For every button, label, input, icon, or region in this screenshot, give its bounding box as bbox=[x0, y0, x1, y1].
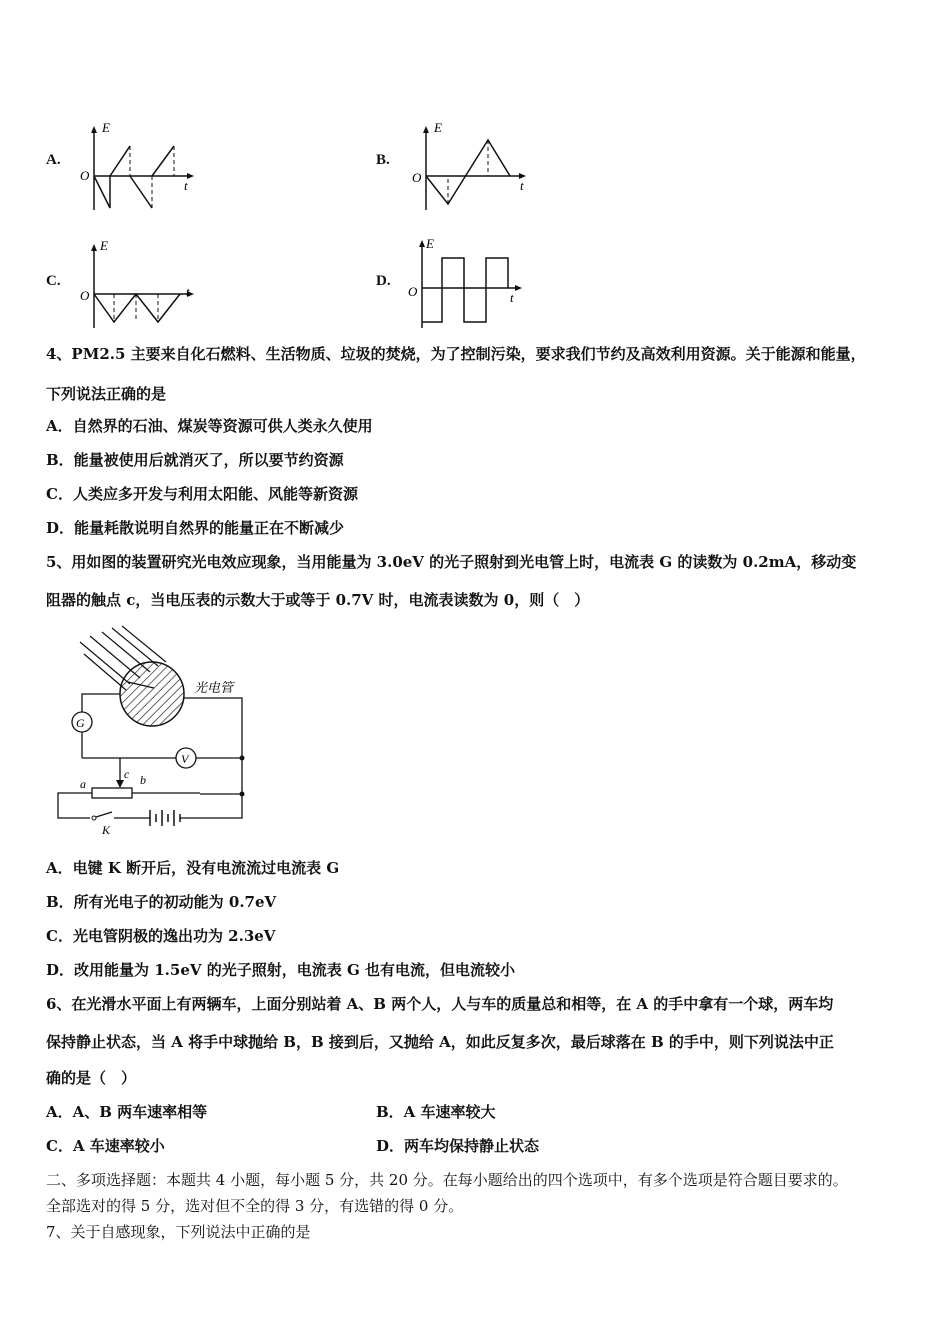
q6-stem-line3: 确的是（ ） bbox=[46, 1069, 137, 1087]
graph-b bbox=[412, 120, 533, 215]
q6-option-c: C．A 车速率较小 bbox=[46, 1137, 165, 1155]
svg-text:c: c bbox=[124, 767, 130, 781]
q6-stem-line2: 保持静止状态，当 A 将手中球抛给 B，B 接到后，又抛给 A，如此反复多次，最后球落在 B 的手中，则下列说法中正 bbox=[46, 1033, 834, 1051]
battery bbox=[150, 810, 180, 826]
svg-text:E: E bbox=[434, 120, 442, 135]
svg-text:K: K bbox=[102, 823, 111, 837]
svg-text:b: b bbox=[140, 773, 146, 787]
t-axis-arrow bbox=[187, 173, 194, 179]
section2-heading-line1: 二、多项选择题：本题共 4 小题，每小题 5 分，共 20 分。在每小题给出的四个选项中，有多个选项是符合题目要求的。 bbox=[46, 1171, 848, 1189]
q5-option-b: B．所有光电子的初动能为 0.7eV bbox=[46, 893, 277, 911]
axis-e-text: E bbox=[102, 120, 110, 135]
photo-tube bbox=[120, 662, 184, 726]
graph-c bbox=[80, 238, 201, 333]
axis-t-text: t bbox=[184, 178, 188, 193]
e-axis-arrow bbox=[91, 126, 97, 133]
graph-c-label: C. bbox=[46, 273, 61, 289]
svg-text:t: t bbox=[520, 178, 524, 193]
q4-stem-line1: 4、PM2.5 主要来自化石燃料、生活物质、垃圾的焚烧，为了控制污染，要求我们节约及高效利用资源。关于能源和能量， bbox=[46, 345, 866, 363]
svg-text:O: O bbox=[412, 170, 422, 185]
photoelectric-circuit-figure bbox=[50, 622, 260, 837]
graph-a-label: A. bbox=[46, 152, 61, 168]
graph-b-label: B. bbox=[376, 152, 390, 168]
section2-heading-line2: 全部选对的得 5 分，选对但不全的得 3 分，有选错的得 0 分。 bbox=[46, 1197, 464, 1215]
q6-option-b: B．A 车速率较大 bbox=[376, 1103, 496, 1121]
rheostat bbox=[92, 788, 132, 798]
q5-option-c: C．光电管阴极的逸出功为 2.3eV bbox=[46, 927, 276, 945]
q5-stem-line1: 5、用如图的装置研究光电效应现象，当用能量为 3.0eV 的光子照射到光电管上时，电流表 G 的读数为 0.2mA，移动变 bbox=[46, 553, 857, 571]
q4-option-c: C．人类应多开发与利用太阳能、风能等新资源 bbox=[46, 485, 358, 503]
q6-option-a: A．A、B 两车速率相等 bbox=[46, 1103, 208, 1121]
q4-option-d: D．能量耗散说明自然界的能量正在不断减少 bbox=[46, 519, 345, 537]
graph-d-label: D. bbox=[376, 273, 391, 289]
svg-text:a: a bbox=[80, 777, 86, 791]
tube-label: 光电管 bbox=[194, 681, 234, 696]
q4-stem-line2: 下列说法正确的是 bbox=[46, 385, 167, 403]
svg-text:O: O bbox=[80, 288, 90, 303]
axis-o-text: O bbox=[80, 168, 90, 183]
svg-text:G: G bbox=[76, 716, 85, 730]
q5-stem-line2: 阻器的触点 c，当电压表的示数大于或等于 0.7V 时，电流表读数为 0，则（ ） bbox=[46, 591, 590, 609]
q5-option-d: D．改用能量为 1.5eV 的光子照射，电流表 G 也有电流，但电流较小 bbox=[46, 961, 515, 979]
svg-text:V: V bbox=[181, 752, 189, 766]
svg-text:t: t bbox=[510, 290, 514, 305]
svg-text:O: O bbox=[408, 284, 418, 299]
q4-option-b: B．能量被使用后就消灭了，所以要节约资源 bbox=[46, 451, 344, 469]
svg-text:t: t bbox=[186, 284, 190, 299]
graph-a bbox=[80, 120, 201, 215]
q6-stem-line1: 6、在光滑水平面上有两辆车，上面分别站着 A、B 两个人，人与车的质量总和相等，在 A 的手中拿有一个球，两车均 bbox=[46, 995, 834, 1013]
svg-text:E: E bbox=[426, 236, 434, 251]
q5-option-a: A．电键 K 断开后，没有电流流过电流表 G bbox=[46, 859, 340, 877]
svg-text:E: E bbox=[100, 238, 108, 253]
q6-option-d: D．两车均保持静止状态 bbox=[376, 1137, 540, 1155]
q4-option-a: A．自然界的石油、煤炭等资源可供人类永久使用 bbox=[46, 417, 373, 435]
graph-d bbox=[408, 236, 529, 333]
q7-stem: 7、关于自感现象，下列说法中正确的是 bbox=[46, 1223, 311, 1241]
